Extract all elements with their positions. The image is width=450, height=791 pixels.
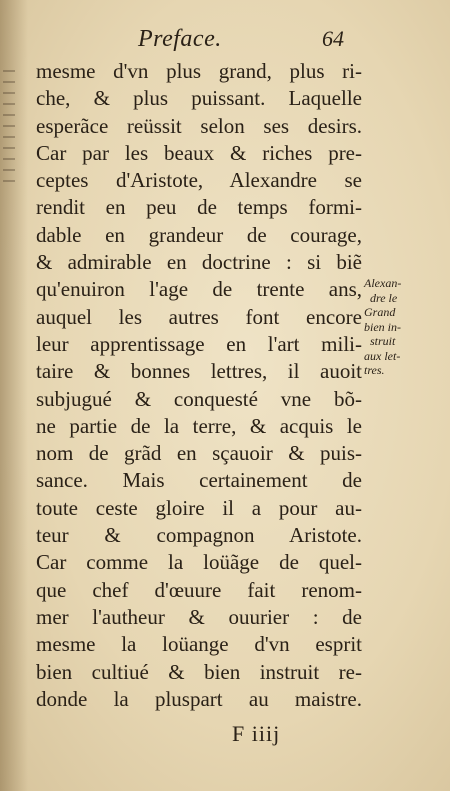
text-line: ceptes d'Aristote, Alexandre se xyxy=(36,168,362,193)
ink-bleed-through xyxy=(3,70,15,190)
running-head: Preface. xyxy=(138,26,222,52)
text-line: subjugué & conquesté vne bõ- xyxy=(36,386,362,411)
text-line: dable en grandeur de courage, xyxy=(36,222,362,247)
marginal-note-line: Alexan- xyxy=(364,276,402,290)
text-line: leur apprentissage en l'art mili- xyxy=(36,331,362,356)
text-line: Car comme la loüãge de quel- xyxy=(36,550,362,575)
marginal-note xyxy=(364,276,426,378)
text-line: mesme la loüange d'vn esprit xyxy=(36,632,362,657)
text-line: donde la pluspart au maistre. xyxy=(36,686,362,711)
text-line: sance. Mais certainement de xyxy=(36,468,362,493)
text-line: taire & bonnes lettres, il auoit xyxy=(36,359,362,384)
text-line: che, & plus puissant. Laquelle xyxy=(36,86,362,111)
text-line: auquel les autres font encore xyxy=(36,304,362,329)
marginal-note-line: tres. xyxy=(364,363,385,377)
text-line: teur & compagnon Aristote. xyxy=(36,523,362,548)
text-line: Car par les beaux & riches pre- xyxy=(36,140,362,165)
text-line: que chef d'œuure fait renom- xyxy=(36,577,362,602)
text-line: & admirable en doctrine : si biẽ xyxy=(36,250,362,275)
marginal-note-line: Grand xyxy=(364,305,396,319)
marginal-note-line: dre le xyxy=(370,290,398,305)
body-text xyxy=(36,58,362,713)
marginal-note-line: struit xyxy=(370,334,396,348)
page-number: 64 xyxy=(322,26,344,51)
text-line: mer l'autheur & ouurier : de xyxy=(36,604,362,629)
text-line: bien cultiué & bien instruit re- xyxy=(36,659,362,684)
signature-mark: F iiij xyxy=(232,721,281,746)
text-line: toute ceste gloire il a pour au- xyxy=(36,495,362,520)
text-line: esperãce reüssit selon ses desirs. xyxy=(36,113,362,138)
marginal-note-line: aux let- xyxy=(364,348,401,363)
marginal-note-line: bien in- xyxy=(364,319,401,334)
text-line: mesme d'vn plus grand, plus ri- xyxy=(36,59,362,83)
text-line: rendit en peu de temps formi- xyxy=(36,195,362,220)
text-line: ne partie de la terre, & acquis le xyxy=(36,413,362,438)
text-line: nom de grãd en sçauoir & puis- xyxy=(36,441,362,466)
text-line: qu'enuiron l'age de trente ans, xyxy=(36,277,362,302)
